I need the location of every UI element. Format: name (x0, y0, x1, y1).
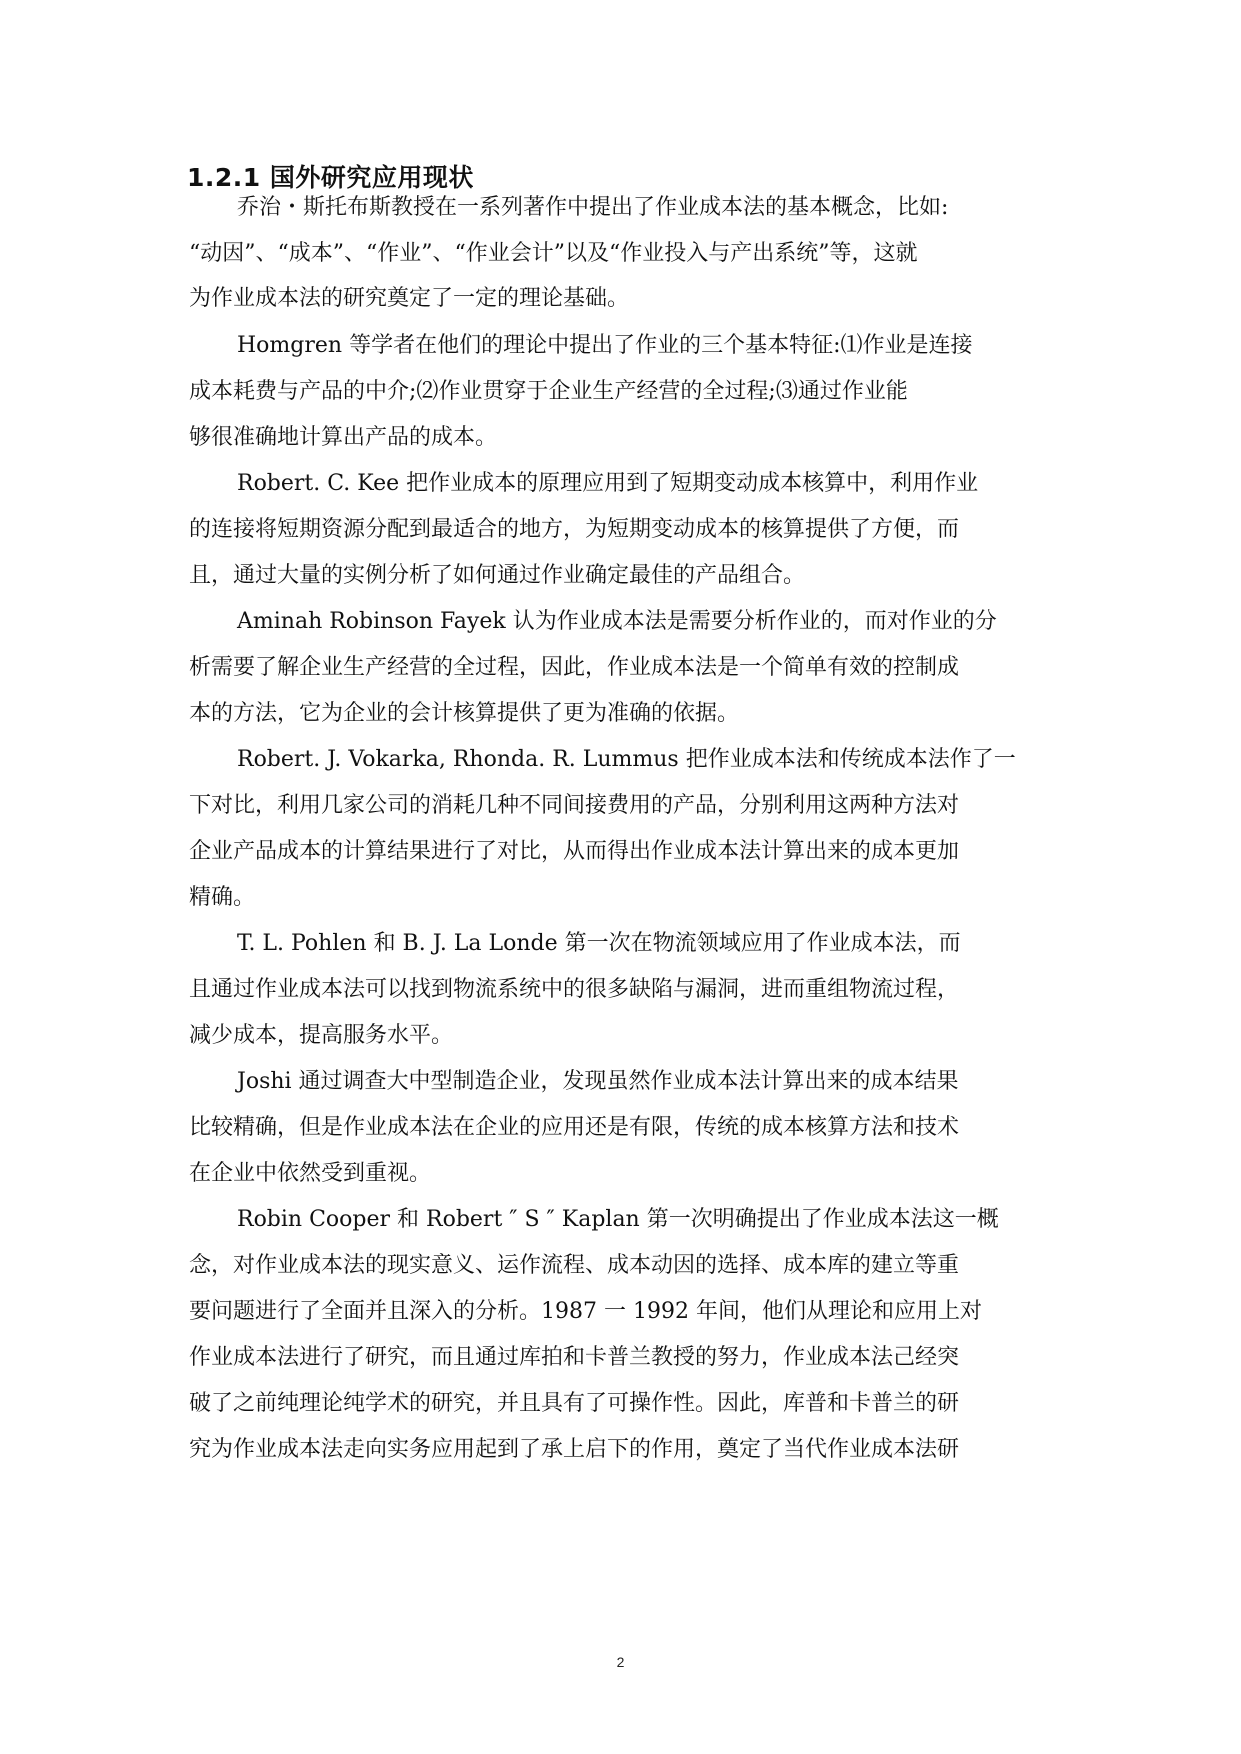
text-line: 减少成本，提高服务水平。 (189, 1023, 454, 1048)
text-line: 的连接将短期资源分配到最适合的地方，为短期变动成本的核算提供了方便，而 (189, 517, 960, 542)
text-line: 本的方法，它为企业的会计核算提供了更为准确的依据。 (189, 701, 740, 726)
text-line: 企业产品成本的计算结果进行了对比，从而得出作业成本法计算出来的成本更加 (189, 839, 960, 864)
text-line: 乔治・斯托布斯教授在一系列著作中提出了作业成本法的基本概念，比如: (237, 195, 949, 220)
text-line: 在企业中依然受到重视。 (189, 1161, 432, 1186)
text-line: Robert. C. Kee 把作业成本的原理应用到了短期变动成本核算中，利用作业 (237, 471, 979, 496)
section-heading: 1.2.1 国外研究应用现状 (187, 163, 474, 192)
text-line: “动因”、“成本”、“作业”、“作业会计”以及“作业投入与产出系统”等，这就 (189, 241, 918, 266)
text-line: 破了之前纯理论纯学术的研究，并且具有了可操作性。因此，库普和卡普兰的研 (189, 1391, 960, 1416)
page-number: 2 (616, 1654, 625, 1670)
text-line: 且通过作业成本法可以找到物流系统中的很多缺陷与漏洞，进而重组物流过程， (189, 977, 960, 1002)
text-line: 为作业成本法的研究奠定了一定的理论基础。 (189, 286, 630, 311)
text-line: Homgren 等学者在他们的理论中提出了作业的三个基本特征:⑴作业是连接 (237, 333, 973, 358)
text-line: 作业成本法进行了研究，而且通过库拍和卡普兰教授的努力，作业成本法己经突 (189, 1345, 960, 1370)
text-line: Joshi 通过调查大中型制造企业，发现虽然作业成本法计算出来的成本结果 (237, 1069, 959, 1094)
text-line: 念，对作业成本法的现实意义、运作流程、成本动因的选择、成本库的建立等重 (189, 1253, 960, 1278)
text-line: 下对比，利用几家公司的消耗几种不同间接费用的产品，分别利用这两种方法对 (189, 793, 960, 818)
text-line: 且，通过大量的实例分析了如何通过作业确定最佳的产品组合。 (189, 563, 806, 588)
text-line: 究为作业成本法走向实务应用起到了承上启下的作用，奠定了当代作业成本法研 (189, 1437, 960, 1462)
text-line: 成本耗费与产品的中介;⑵作业贯穿于企业生产经营的全过程;⑶通过作业能 (189, 379, 908, 404)
text-line: 够很准确地计算出产品的成本。 (189, 425, 498, 450)
text-line: Robin Cooper 和 Robert ″ S ″ Kaplan 第一次明确提出了作业成本法这一概 (237, 1207, 999, 1232)
text-line: 析需要了解企业生产经营的全过程，因此，作业成本法是一个简单有效的控制成 (189, 655, 960, 680)
text-line: 要问题进行了全面并且深入的分析。1987 一 1992 年间，他们从理论和应用上对 (189, 1299, 982, 1324)
text-line: Robert. J. Vokarka, Rhonda. R. Lummus 把作业成本法和传统成本法作了一 (237, 747, 1016, 772)
text-line: Aminah Robinson Fayek 认为作业成本法是需要分析作业的，而对作业的分 (237, 609, 997, 634)
text-line: 比较精确，但是作业成本法在企业的应用还是有限，传统的成本核算方法和技术 (189, 1115, 960, 1140)
text-line: T. L. Pohlen 和 B. J. La Londe 第一次在物流领域应用了作业成本法，而 (237, 931, 961, 956)
text-line: 精确。 (189, 885, 256, 910)
